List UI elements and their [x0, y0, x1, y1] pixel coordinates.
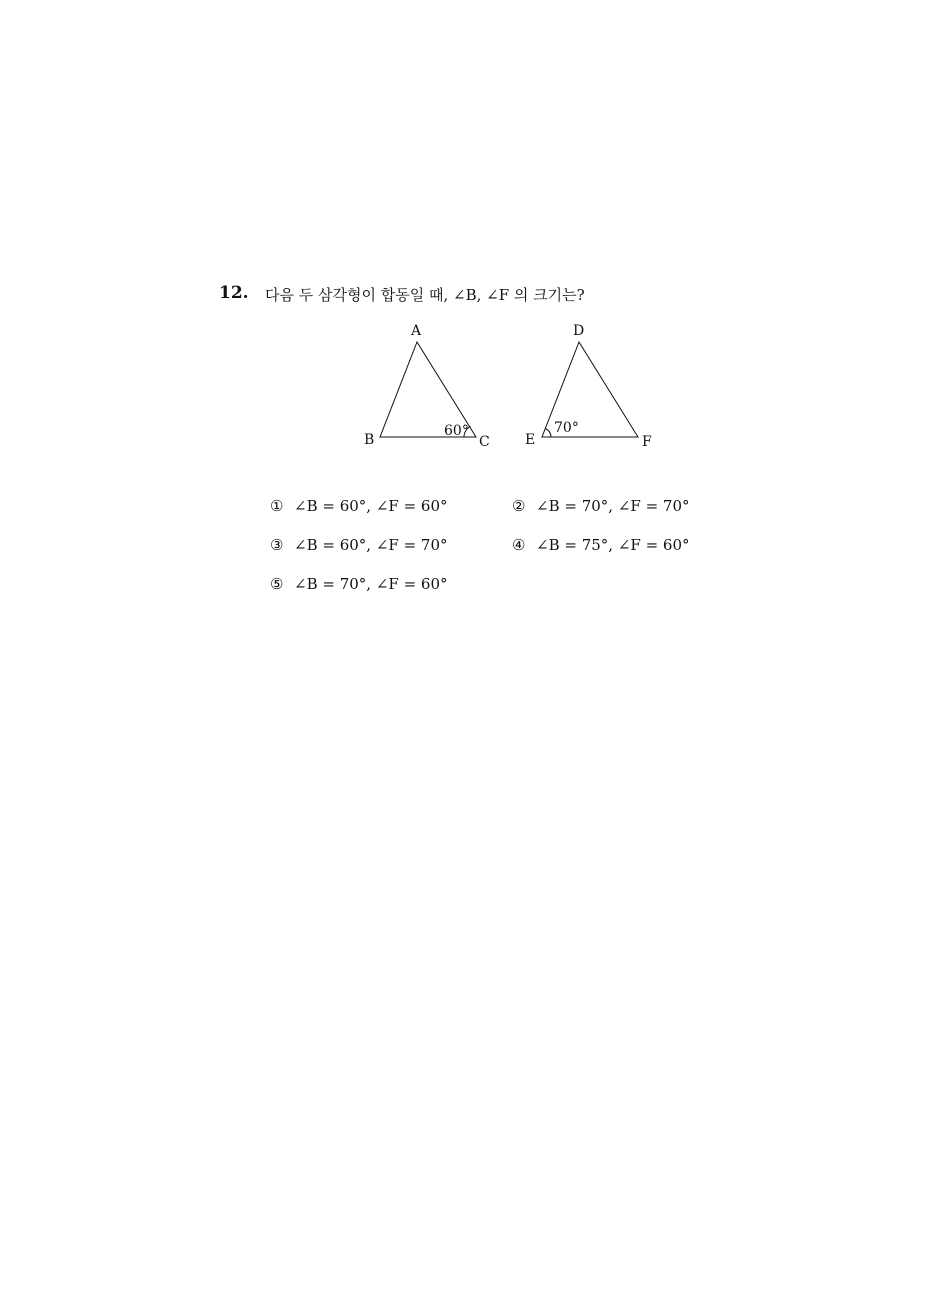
- angle-c-label: 60°: [444, 423, 469, 439]
- choice-marker: ③: [270, 536, 284, 554]
- choice-text: ∠B = 70°, ∠F = 70°: [536, 497, 690, 515]
- choice-text: ∠B = 70°, ∠F = 60°: [294, 575, 448, 593]
- vertex-b-label: B: [364, 432, 375, 448]
- choice-2[interactable]: [512, 497, 690, 515]
- choice-1[interactable]: [270, 497, 448, 515]
- vertex-f-label: F: [642, 434, 652, 450]
- congruent-triangles-figure: [350, 318, 670, 458]
- choice-text: ∠B = 60°, ∠F = 70°: [294, 536, 448, 554]
- choice-marker: ②: [512, 497, 526, 515]
- vertex-e-label: E: [525, 432, 536, 448]
- choice-text: ∠B = 60°, ∠F = 60°: [294, 497, 448, 515]
- angle-e-arc: [545, 429, 551, 437]
- choice-text: ∠B = 75°, ∠F = 60°: [536, 536, 690, 554]
- vertex-c-label: C: [479, 434, 490, 450]
- choice-4[interactable]: [512, 536, 690, 554]
- triangles-svg: [350, 318, 670, 458]
- question-number: 12.: [219, 283, 249, 303]
- vertex-a-label: A: [411, 323, 422, 339]
- choice-3[interactable]: [270, 536, 448, 554]
- choice-marker: ⑤: [270, 575, 284, 593]
- angle-e-label: 70°: [554, 420, 579, 436]
- question-text: 다음 두 삼각형이 합동일 때, ∠B, ∠F 의 크기는?: [265, 286, 585, 304]
- choice-marker: ④: [512, 536, 526, 554]
- choice-5[interactable]: [270, 575, 448, 593]
- choice-marker: ①: [270, 497, 284, 515]
- vertex-d-label: D: [573, 323, 585, 339]
